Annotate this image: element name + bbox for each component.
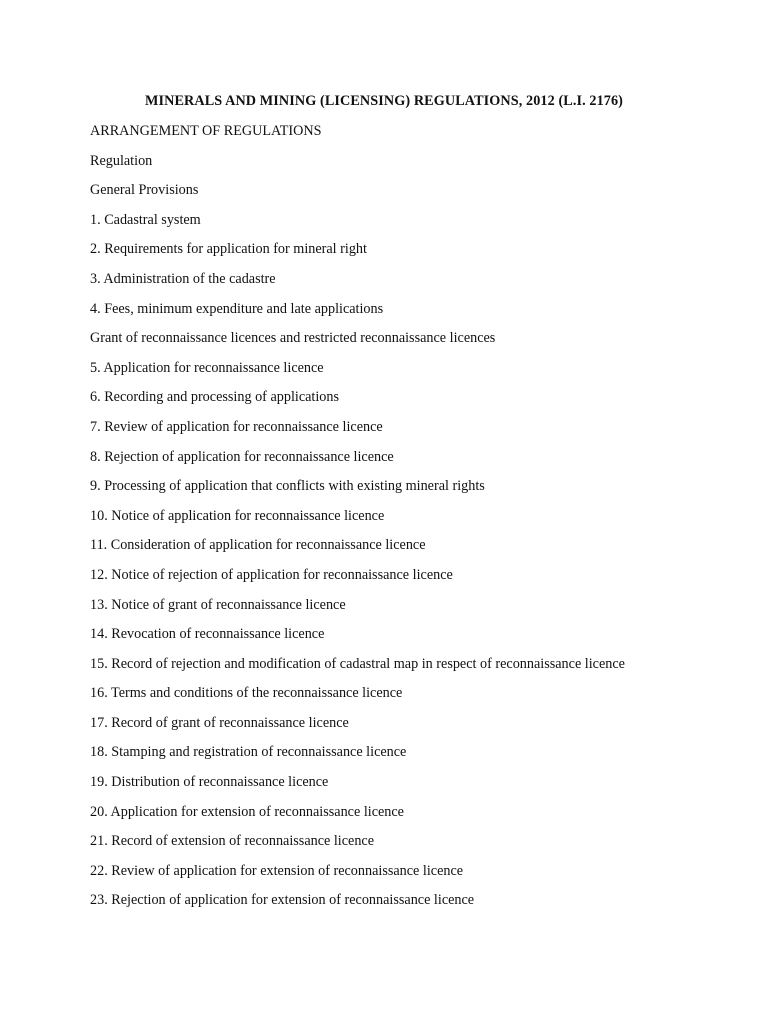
list-item: 16. Terms and conditions of the reconnaissance licence — [90, 685, 403, 702]
list-item: 9. Processing of application that conflicts with existing mineral rights — [90, 478, 485, 495]
list-item: 2. Requirements for application for mineral right — [90, 241, 367, 258]
list-item: 18. Stamping and registration of reconnaissance licence — [90, 744, 407, 761]
list-item: 8. Rejection of application for reconnaissance licence — [90, 448, 394, 465]
list-item: 10. Notice of application for reconnaissance licence — [90, 507, 385, 524]
list-item: 12. Notice of rejection of application for reconnaissance licence — [90, 566, 453, 583]
list-item: 14. Revocation of reconnaissance licence — [90, 626, 325, 643]
list-item: 1. Cadastral system — [90, 211, 201, 228]
list-item: 6. Recording and processing of applications — [90, 389, 340, 406]
list-item: 15. Record of rejection and modification of cadastral map in respect of reconnaissance licence — [90, 655, 625, 672]
document-title: MINERALS AND MINING (LICENSING) REGULATIONS, 2012 (L.I. 2176) — [144, 93, 623, 109]
list-item: 11. Consideration of application for reconnaissance licence — [90, 537, 426, 554]
list-item: 4. Fees, minimum expenditure and late applications — [90, 300, 384, 317]
section-heading: General Provisions — [90, 182, 199, 199]
regulations-list — [90, 121, 760, 920]
list-item: 23. Rejection of application for extension of reconnaissance licence — [90, 892, 475, 909]
arrangement-heading: ARRANGEMENT OF REGULATIONS — [90, 123, 322, 139]
list-item: 3. Administration of the cadastre — [90, 270, 276, 287]
column-label: Regulation — [90, 152, 153, 169]
list-item: 20. Application for extension of reconnaissance licence — [90, 803, 404, 820]
list-item: 21. Record of extension of reconnaissance licence — [90, 833, 375, 850]
list-item: 5. Application for reconnaissance licence — [90, 359, 324, 376]
list-item: 7. Review of application for reconnaissance licence — [90, 418, 383, 435]
section-heading: Grant of reconnaissance licences and restricted reconnaissance licences — [90, 330, 496, 347]
list-item: 22. Review of application for extension of reconnaissance licence — [90, 862, 464, 879]
list-item: 19. Distribution of reconnaissance licence — [90, 774, 329, 791]
list-item: 17. Record of grant of reconnaissance licence — [90, 714, 349, 731]
list-item: 13. Notice of grant of reconnaissance licence — [90, 596, 346, 613]
